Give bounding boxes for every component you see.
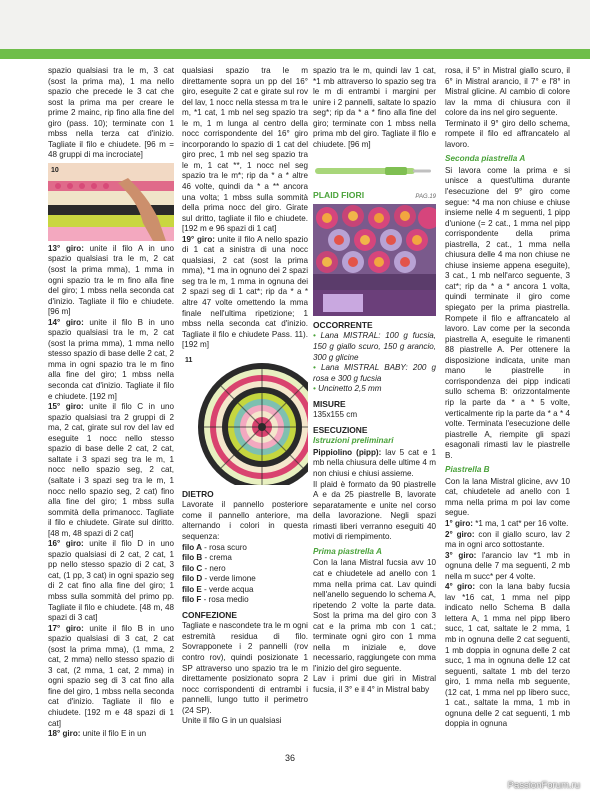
photo-step-number: 11 xyxy=(185,356,193,364)
green-header-strip xyxy=(0,49,590,59)
paragraph: 2° giro: con il giallo scuro, lav 2 ma in ogni arco sottostante. xyxy=(445,529,570,550)
paragraph: 1° giro: *1 ma, 1 cat* per 16 volte. xyxy=(445,518,569,528)
list-item: filo E - verde acqua xyxy=(182,584,254,594)
column-1 xyxy=(48,66,174,740)
project-title: PLAID FIORI xyxy=(313,190,365,201)
page-number: 36 xyxy=(285,753,296,763)
paragraph: Il plaid è formato da 90 piastrelle A e da 25 piastrelle B, lavorate separatamente e unite nel corso della lavorazione. Negli spazi rimasti liberi verranno eseguiti 40 motivi di riempimento. xyxy=(313,479,436,542)
paragraph: 135x155 cm xyxy=(313,410,358,420)
paragraph: 18° giro: unite il filo E in un xyxy=(48,729,147,739)
paragraph: Unite il filo G in un qualsiasi xyxy=(182,716,282,726)
paragraph: 17° giro: unite il filo B in uno spazio qualsiasi di 3 cat, 2 cat (sost la prima mma), (1 mma, 2 cat, 2 mma) nello stesso spazio di 3 cat, (2 mma, 1 cat, 2 mma) in ogni spazio seg di 3 cat fino alla fine del giro, 1 mbss nella seconda cat d'inizio. Tagliate il filo e chiudete. [192 m e 48 spazi di 1 cat] xyxy=(48,623,174,728)
subheading: Seconda piastrella A xyxy=(445,154,526,164)
paragraph: Con la lana Mistral fucsia avv 10 cat e chiudetele ad anello con 1 mma nella prima cat. Lav quindi nell'anello seguendo lo schema A, ripetendo 2 volte la parte data. Sost la prima ma del giro con 3 cat e la prima mb con 1 cat.; terminate ogni giro con 1 mma nella m iniziale e, dove necessario, raggiungete con mma l'inizio del giro seguente. xyxy=(313,558,436,673)
section-heading: DIETRO xyxy=(182,488,214,499)
paragraph: 13° giro: unite il filo A in uno spazio qualsiasi tra le m, 2 cat (sost la prima mma), 1 mma in ogni spazio tra le m fino alla fine del giro; 1 mbss nella seconda cat d'inizio. Tagliate il filo e chiudete. [96 m] xyxy=(48,243,174,317)
list-item: • Lana MISTRAL: 100 g fucsia, 150 g giallo scuro, 150 g arancio, 300 g glicine xyxy=(313,331,436,362)
photo-step-11 xyxy=(182,353,308,485)
subheading: Istruzioni preliminari xyxy=(313,436,394,446)
photo-step-10 xyxy=(48,163,174,241)
column-3 xyxy=(313,66,436,696)
paragraph: 15° giro: unite il filo C in uno spazio qualsiasi tra 2 gruppi di 2 ma, 2 cat, girate sul rov del lav ed eseguite 1 nocc nello stesso spazio di base delle 2 cat, 2 cat, saltate i 3 spazi seg tra le m, 1 nocc nello spazio seg, 2 cat, (saltate i 3 spazi seg tra le m, 1 nocc nello spazio seg, 2 cat) fino alla fine del giro; 1 mbss sulla sommità della primanocc. Tagliate il filo e chiudete. Girate sul diritto. [48 m, 48 spazi di 2 cat] xyxy=(48,402,174,538)
subheading: Prima piastrella A xyxy=(313,546,382,556)
watermark: PassionForum.ru xyxy=(507,780,580,791)
yarn-color-list xyxy=(182,543,308,606)
paragraph: rosa, il 5° in Mistral giallo scuro, il 6° in Mistral arancio, il 7° e l'8° in Mistral glicine. Al cambio di colore lav la mma di chiusura con il colore da ins nel giro seguente. xyxy=(445,66,570,118)
section-heading: CONFEZIONE xyxy=(182,609,237,620)
paragraph: spazio tra le m, quindi lav 1 cat, *1 mb attraverso lo spazio seg tra le m di entrambi i margini per unire i 2 pannelli, saltate lo spazio seg*; rip da * a * fino alla fine del giro; terminate con 1 mbss nella prima mb del giro. Tagliate il filo e chiudete. [96 m] xyxy=(313,66,436,149)
column-2 xyxy=(182,66,308,727)
paragraph: 4° giro: con la lana baby fucsia lav *16 cat, 1 mma nel pipp indicato nello Schema B dalla lettera A, 1 mma nel pipp libero succ, 1 cat, saltate le 2 mma, 1 mb in ognuna delle 2 cat seguenti, 1 mb doppia in ognuna delle 2 cat succ, 1 ma in ognuna delle 12 cat seguenti, saltate 1 mb del terzo giro, 1 mma nella mb seguente, (12 cat, 1 mma nel pp libero succ, 1 cat., saltate la mma, 1 mb in ognuna delle 2 cat seguenti, 1 mb doppia in ognuna xyxy=(445,582,571,729)
subheading: Piastrella B xyxy=(445,465,490,475)
bullet-icon: • xyxy=(313,363,316,373)
section-heading: ESECUZIONE xyxy=(313,424,368,435)
paragraph: qualsiasi spazio tra le m direttamente sopra un pp del 16° giro, eseguite 2 cat e girate sul rov del lav, 1 nocc nella stessa m tra le m, *1 cat, 1 mb nel seg spazio tra le m, 1 m lunga al centro della nocc corrispondente del 16° giro incorporando lo spazio di 1 cat del giro prec, 1 mb nel seg spazio tra le m, 1 cat **, 1 nocc nel seg spazio tra le m*; rip da * a * altre 46 volte, quindi da * a ** ancora una volta; 1 mbss sulla sommità della prima nocc del giro. Girate sul dritto, tagliate il filo e chiudete. [192 m e 96 spazi di 1 cat] xyxy=(182,66,308,234)
list-item: filo A - rosa scuro xyxy=(182,542,247,552)
paragraph: Si lavora come la prima e si unisce a quest'ultima durante l'esecuzione del 9° giro come segue: *4 ma non chiuse e chiuse insieme nelle 4 m seguenti, 1 pipp d'unione (= 2 cat., 1 mma nel pipp corrispondente della prima piastrella, 2 cat., 1 mma nella chiusura delle 4 ma non chiuse ne chiuse insieme appena eseguite), 3 cat., 1 mb nell'arco seguente, 3 cat*; rip da * a * ancora 1 volta, quindi terminate il giro come spiegato per la prima piastrella. Rompete il filo e affrancatelo al lavoro. Lav come per la seconda piastrella A, eseguite le rimanenti 88 piastrelle A. Per ottenere la disposizione indicata, unite man mano le piastrelle in corrispondenza dei pipp indicati sullo schema B: orizzontalmente rip la parte da * a * 5 volte, verticalmente rip la parte da * a * 4 volte. Terminata l'esecuzione delle piastrelle A, riempite gli spazi esagonali rimasti lav le piastrelle B. xyxy=(445,165,570,460)
list-item: • Uncinetto 2,5 mm xyxy=(313,384,382,394)
header-band xyxy=(0,0,590,49)
list-item: filo C - nero xyxy=(182,563,226,573)
bullet-icon: • xyxy=(313,384,316,394)
paragraph: 3° giro: l'arancio lav *1 mb in ognuna delle 7 ma seguenti, 2 mb nella m succ* per 4 volte. xyxy=(445,550,570,581)
list-item: filo D - verde limone xyxy=(182,574,256,584)
paragraph: Lavorate il pannello posteriore come il pannello anteriore, ma alternando i colori in questa sequenza: xyxy=(182,500,308,541)
paragraph: Tagliate e nascondete tra le m ogni estremità residua di filo. Sovrapponete i 2 pannelli (rov contro rov), quindi posizionate 1 SP attraverso uno spazio tra le m direttamente posizionato sopra 2 nocc corrispondenti di entrambi i pannelli, lungo tutto il perimetro (24 SP). xyxy=(182,621,308,715)
column-4 xyxy=(445,66,570,730)
bullet-icon: • xyxy=(313,331,316,341)
list-item: • Lana MISTRAL BABY: 200 g rosa e 300 g fucsia xyxy=(313,363,437,383)
list-item: filo B - crema xyxy=(182,553,232,563)
paragraph: 14° giro: unite il filo B in uno spazio qualsiasi tra le m, 2 cat (sost la prima mma), 1 mma nello stesso spazio di base delle 2 cat, 2 mma in ogni spazio tra le m fino alla fine del giro; 1 mbss nella seconda cat d'inizio. Tagliate il filo e chiudete. [192 m] xyxy=(48,317,174,401)
page-reference: PAG.19 xyxy=(415,194,436,201)
paragraph: spazio qualsiasi tra le m, 3 cat (sost la prima ma), 1 ma nello spazio che precede le 3 cat che sost la prima ma per creare le prime 2 mainc, rip fino alla fine del giro (pass. 10); terminate con 1 mbss nella terza cat d'inizio. Tagliate il filo e chiudete. [96 m = 48 gruppi di ma incrociate] xyxy=(48,66,174,160)
plaid-photo xyxy=(313,204,436,316)
section-heading: MISURE xyxy=(313,398,346,409)
paragraph: 19° giro: unite il filo A nello spazio di 1 cat a sinistra di una nocc qualsiasi, 2 cat (sost la prima mma), *1 ma in ognuno dei 2 spazi seg tra le m, 1 mma in ognuna dei 2 spazi seg di 1 cat*; rip da * a * altre 47 volte omettendo la mma finale nell'ultima ripetizione; 1 mbss nella seconda cat d'inizio. Tagliate il filo e chiudete Pass. 11). [192 m] xyxy=(182,234,308,350)
list-item: filo F - rosa medio xyxy=(182,595,249,605)
section-heading: OCCORRENTE xyxy=(313,319,373,330)
paragraph: Lav i primi due giri in Mistral fucsia, il 3° e il 4° in Mistral baby xyxy=(313,674,436,694)
photo-step-number: 10 xyxy=(51,166,59,174)
crochet-hook-image xyxy=(313,156,436,190)
paragraph: 16° giro: unite il filo D in uno spazio qualsiasi di 2 cat, 2 cat, 1 pp nello stesso spazio di 2 cat, 3 cat, (1 pp, 3 cat) in ogni spazio seg di 2 cat fino alla fine del giro; 1 mbss sulla sommità del primo pp. Tagliate il filo e chiudete. [48 m, 48 spazi di 3 cat] xyxy=(48,539,174,623)
plaid-title-row xyxy=(313,190,436,202)
paragraph: Terminato il 9° giro dello schema, rompete il filo ed affrancatelo al lavoro. xyxy=(445,118,570,149)
paragraph: Con la lana Mistral glicine, avv 10 cat, chiudetele ad anello con 1 mma nella prima m poi lav come segue. xyxy=(445,476,570,518)
paragraph: Pippiolino (pipp): lav 5 cat e 1 mb nella chiusura delle ultime 4 m non chiusi e chiusi assieme. xyxy=(313,447,436,479)
